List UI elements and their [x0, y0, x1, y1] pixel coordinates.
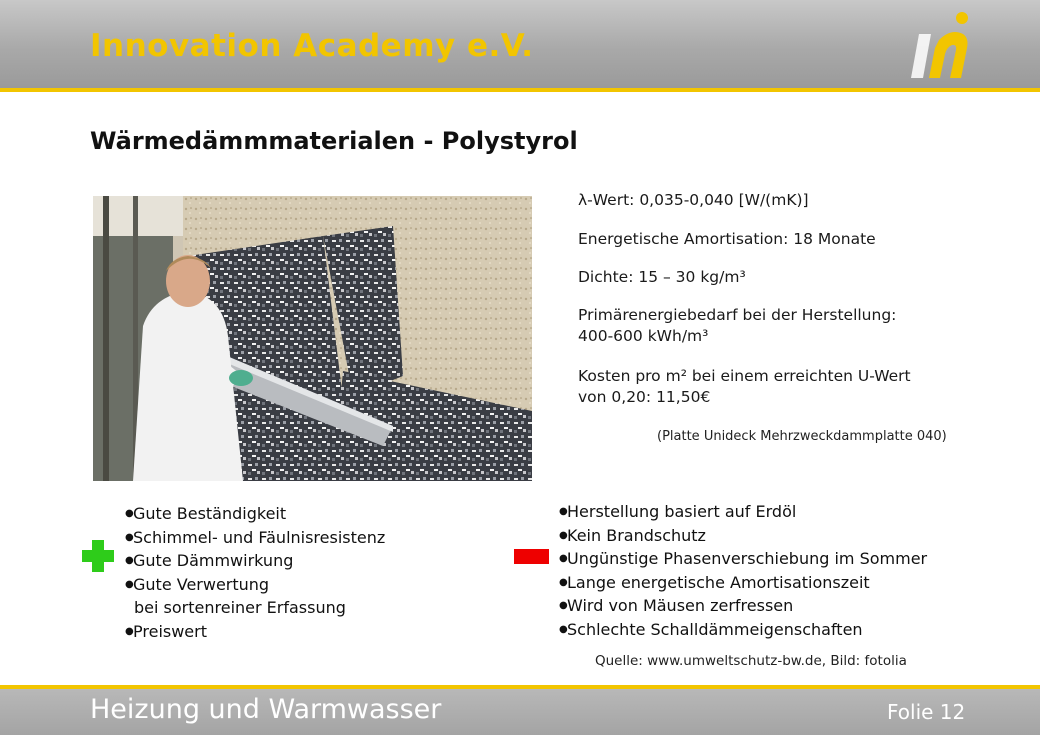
- source-credit: Quelle: www.umweltschutz-bw.de, Bild: fotolia: [595, 653, 907, 669]
- advantage-text: Schimmel- und Fäulnisresistenz: [133, 527, 386, 547]
- bullet-icon: ●: [125, 508, 134, 519]
- bullet-icon: ●: [125, 555, 134, 566]
- disadvantage-text: Ungünstige Phasenverschiebung im Sommer: [567, 549, 928, 568]
- list-item: [559, 618, 927, 642]
- insulation-worker-photo: [93, 196, 532, 481]
- advantage-text: Gute Dämmwirkung: [133, 551, 294, 570]
- advantages-list: [125, 502, 385, 643]
- advantage-text: Gute Verwertung: [133, 574, 270, 594]
- disadvantages-list: [559, 500, 927, 641]
- red-minus-icon: [514, 549, 549, 564]
- footer-title: Heizung und Warmwasser: [90, 694, 442, 725]
- list-item: [125, 573, 385, 597]
- fact-primary-energy: Primärenergiebedarf bei der Herstellung: 400-600 kWh/m³: [578, 306, 897, 345]
- advantage-text: Preiswert: [133, 621, 207, 641]
- list-item: [559, 571, 927, 595]
- bullet-icon: ●: [559, 529, 568, 541]
- bullet-icon: ●: [559, 506, 568, 517]
- bullet-icon: ●: [559, 576, 568, 588]
- bullet-icon: ●: [125, 625, 134, 637]
- fact-density: Dichte: 15 – 30 kg/m³: [578, 268, 746, 286]
- disadvantage-text: Wird von Mäusen zerfressen: [567, 596, 794, 615]
- list-item: [559, 594, 927, 618]
- disadvantage-text: Herstellung basiert auf Erdöl: [567, 502, 797, 521]
- header-accent-line: [0, 88, 1040, 92]
- innovation-academy-logo-icon: [905, 8, 975, 84]
- disadvantage-text: Lange energetische Amortisationszeit: [567, 572, 870, 592]
- slide-number: Folie 12: [887, 700, 966, 724]
- bullet-icon: ●: [125, 578, 134, 590]
- slide-title: Wärmedämmmaterialen - Polystyrol: [90, 127, 578, 155]
- product-note: (Platte Unideck Mehrzweckdammplatte 040): [657, 429, 947, 444]
- bullet-icon: ●: [559, 600, 568, 611]
- bullet-icon: ●: [559, 623, 568, 635]
- list-item: [125, 526, 385, 550]
- list-item: [125, 549, 385, 573]
- fact-lambda-value: λ-Wert: 0,035-0,040 [W/(mK)]: [578, 191, 809, 209]
- fact-energy-amortisation: Energetische Amortisation: 18 Monate: [578, 230, 876, 248]
- list-item: [559, 547, 927, 571]
- bullet-icon: ●: [125, 531, 134, 543]
- disadvantage-text: Schlechte Schalldämmeigenschaften: [567, 619, 863, 639]
- fact-costs: Kosten pro m² bei einem erreichten U-Wert von 0,20: 11,50€: [578, 367, 911, 406]
- green-plus-icon: [82, 540, 114, 572]
- list-item: [125, 502, 385, 526]
- list-item: [559, 500, 927, 524]
- advantage-text: Gute Beständigkeit: [133, 504, 287, 523]
- list-item: [125, 620, 385, 644]
- disadvantage-text: Kein Brandschutz: [567, 525, 706, 545]
- list-item: [559, 524, 927, 548]
- advantage-continuation: bei sortenreiner Erfassung: [134, 598, 346, 617]
- bullet-icon: ●: [559, 553, 568, 564]
- organization-title: Innovation Academy e.V.: [90, 28, 534, 64]
